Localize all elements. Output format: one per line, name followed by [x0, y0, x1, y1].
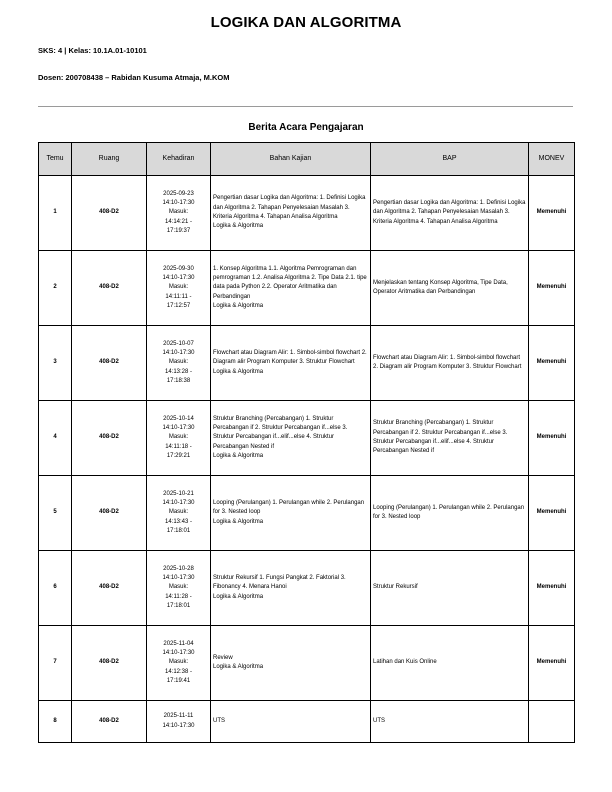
course-name: Logika & Algoritma: [213, 593, 264, 600]
bap-cell: Menjelaskan tentang Konsep Algoritma, Tipe Data, Operator Aritmatika dan Perbandingan: [371, 251, 529, 326]
time-text: 14:10-17:30: [162, 425, 195, 432]
header-bahan-kajian: Bahan Kajian: [211, 143, 371, 176]
bahan-text: Pengertian dasar Logika dan Algoritma: 1. Definisi Logika dan Algoritma 2. Tahapan Penyelesaian Masalah 3. Kriteria Algoritma 4. Tahapan Analisa Algoritma: [213, 195, 366, 220]
temu-cell: 2: [39, 251, 72, 326]
ruang-cell: 408-D2: [72, 251, 147, 326]
table-row: [39, 251, 575, 326]
monev-cell: Memenuhi: [529, 626, 575, 701]
check-out-text: 17:18:38: [166, 377, 191, 384]
masuk-label: Masuk:: [168, 284, 189, 291]
check-out-text: 17:19:37: [166, 227, 191, 234]
bahan-text: Looping (Perulangan) 1. Perulangan while 2. Perulangan for 3. Nested loop: [213, 500, 365, 516]
check-out-text: 17:29:21: [166, 452, 191, 459]
temu-cell: 1: [39, 176, 72, 251]
bap-cell: Struktur Rekursif: [371, 551, 529, 626]
date-text: 2025-09-23: [163, 190, 194, 197]
bap-table: [38, 142, 575, 743]
kehadiran-cell: [147, 251, 211, 326]
table-row: [39, 551, 575, 626]
date-text: 2025-10-07: [163, 340, 194, 347]
ruang-cell: 408-D2: [72, 401, 147, 476]
bahan-cell: [211, 626, 371, 701]
header-kehadiran: Kehadiran: [147, 143, 211, 176]
kehadiran-cell: [147, 176, 211, 251]
bahan-text: Flowchart atau Diagram Alir: 1. Simbol-simbol flowchart 2. Diagram alir Program Komputer 3. Struktur Flowchart: [213, 350, 367, 366]
ruang-cell: 408-D2: [72, 326, 147, 401]
sks-kelas-info: SKS: 4 | Kelas: 10.1A.01-10101: [38, 46, 147, 55]
monev-cell: Memenuhi: [529, 176, 575, 251]
temu-cell: 8: [39, 701, 72, 743]
bahan-text: Struktur Rekursif 1. Fungsi Pangkat 2. Faktorial 3. Fibonancy 4. Menara Hanoi: [213, 575, 346, 591]
time-text: 14:10-17:30: [162, 650, 195, 657]
ruang-cell: 408-D2: [72, 626, 147, 701]
check-in-text: 14:14:21 -: [164, 218, 193, 225]
bap-cell: UTS: [371, 701, 529, 743]
check-out-text: 17:18:01: [166, 602, 191, 609]
date-text: 2025-10-14: [163, 415, 194, 422]
bahan-cell: [211, 701, 371, 743]
time-text: 14:10-17:30: [162, 350, 195, 357]
kehadiran-cell: [147, 551, 211, 626]
bahan-cell: [211, 326, 371, 401]
masuk-label: Masuk:: [168, 659, 189, 666]
kehadiran-cell: [147, 626, 211, 701]
check-in-text: 14:11:11 -: [165, 293, 192, 300]
time-text: 14:10-17:30: [162, 500, 195, 507]
masuk-label: Masuk:: [168, 434, 189, 441]
bap-cell: Pengertian dasar Logika dan Algoritma: 1. Definisi Logika dan Algoritma 2. Tahapan Penyelesaian Masalah 3. Kriteria Algoritma 4. Tahapan Analisa Algoritma: [371, 176, 529, 251]
kehadiran-cell: [147, 401, 211, 476]
kehadiran-cell: [147, 701, 211, 743]
check-out-text: 17:19:41: [166, 677, 191, 684]
table-header-row: [39, 143, 575, 176]
check-out-text: 17:18:01: [166, 527, 191, 534]
ruang-cell: 408-D2: [72, 176, 147, 251]
bahan-cell: [211, 176, 371, 251]
course-name: Logika & Algoritma: [213, 452, 264, 459]
monev-cell: Memenuhi: [529, 251, 575, 326]
monev-cell: Memenuhi: [529, 476, 575, 551]
bahan-cell: [211, 551, 371, 626]
date-text: 2025-10-28: [163, 565, 194, 572]
document-title: LOGIKA DAN ALGORITMA: [210, 14, 402, 31]
temu-cell: 4: [39, 401, 72, 476]
course-name: Logika & Algoritma: [213, 302, 264, 309]
header-temu: Temu: [39, 143, 72, 176]
kehadiran-cell: [147, 326, 211, 401]
course-name: Logika & Algoritma: [213, 368, 264, 375]
table-row: [39, 476, 575, 551]
masuk-label: Masuk:: [168, 209, 189, 216]
table-row: [39, 326, 575, 401]
section-title: Berita Acara Pengajaran: [248, 122, 364, 133]
kehadiran-cell: [147, 476, 211, 551]
bahan-text: Struktur Branching (Percabangan) 1. Struktur Percabangan if 2. Struktur Percabangan if...else 3. Struktur Percabangan if...elif...else 4. Struktur Percabangan Nested if: [213, 415, 348, 450]
bahan-text: UTS: [213, 717, 225, 724]
header-bap: BAP: [371, 143, 529, 176]
divider: [38, 106, 573, 107]
table-row: [39, 701, 575, 743]
date-text: 2025-11-04: [163, 640, 194, 647]
ruang-cell: 408-D2: [72, 476, 147, 551]
dosen-info: Dosen: 200708438 – Rabidan Kusuma Atmaja, M.KOM: [38, 73, 230, 82]
check-out-text: 17:12:57: [166, 302, 191, 309]
ruang-cell: 408-D2: [72, 701, 147, 743]
time-text: 14:10-17:30: [162, 200, 195, 207]
masuk-label: Masuk:: [168, 584, 189, 591]
check-in-text: 14:12:38 -: [164, 668, 193, 675]
ruang-cell: 408-D2: [72, 551, 147, 626]
monev-cell: [529, 701, 575, 743]
masuk-label: Masuk:: [168, 359, 189, 366]
check-in-text: 14:11:18 -: [165, 443, 192, 450]
time-text: 14:10-17:30: [162, 575, 195, 582]
temu-cell: 6: [39, 551, 72, 626]
date-text: 2025-10-21: [163, 490, 194, 497]
table-row: [39, 401, 575, 476]
table-row: [39, 176, 575, 251]
bahan-text: Review: [213, 654, 233, 661]
header-ruang: Ruang: [72, 143, 147, 176]
table-row: [39, 626, 575, 701]
time-text: 14:10-17:30: [162, 722, 195, 729]
monev-cell: Memenuhi: [529, 326, 575, 401]
check-in-text: 14:13:43 -: [164, 518, 193, 525]
monev-cell: Memenuhi: [529, 551, 575, 626]
check-in-text: 14:13:28 -: [164, 368, 193, 375]
bahan-cell: [211, 251, 371, 326]
temu-cell: 7: [39, 626, 72, 701]
bahan-text: 1. Konsep Algoritma 1.1. Algoritma Pemrograman dan pemrograman 1.2. Analisa Algoritma 2. Tipe Data 2.1. tipe data pada Python 2.2. Operator Aritmatika dan Perbandingan: [213, 265, 367, 300]
time-text: 14:10-17:30: [162, 275, 195, 282]
bap-cell: Looping (Perulangan) 1. Perulangan while 2. Perulangan for 3. Nested loop: [371, 476, 529, 551]
bap-cell: Struktur Branching (Percabangan) 1. Struktur Percabangan if 2. Struktur Percabangan if...else 3. Struktur Percabangan if...elif...else 4. Struktur Percabangan Nested if: [371, 401, 529, 476]
temu-cell: 3: [39, 326, 72, 401]
course-name: Logika & Algoritma: [213, 664, 264, 670]
masuk-label: Masuk:: [168, 509, 189, 516]
bap-cell: Flowchart atau Diagram Alir: 1. Simbol-simbol flowchart 2. Diagram alir Program Komputer 3. Struktur Flowchart: [371, 326, 529, 401]
bahan-cell: [211, 476, 371, 551]
monev-cell: Memenuhi: [529, 401, 575, 476]
date-text: 2025-11-11: [163, 713, 194, 720]
check-in-text: 14:11:28 -: [165, 593, 192, 600]
header-monev: MONEV: [529, 143, 575, 176]
temu-cell: 5: [39, 476, 72, 551]
bahan-cell: [211, 401, 371, 476]
date-text: 2025-09-30: [163, 265, 194, 272]
bap-cell: Latihan dan Kuis Online: [371, 626, 529, 701]
course-name: Logika & Algoritma: [213, 518, 264, 525]
course-name: Logika & Algoritma: [213, 223, 264, 230]
